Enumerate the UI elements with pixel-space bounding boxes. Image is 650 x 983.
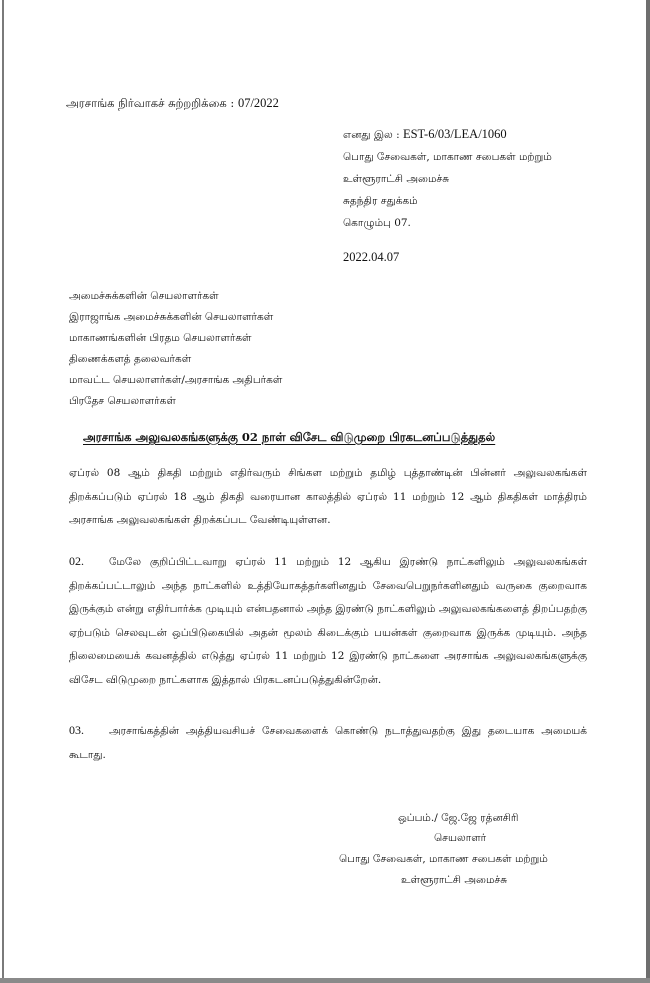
paragraph-3 xyxy=(69,719,587,767)
paragraph-2 xyxy=(69,550,587,692)
reference-number-line xyxy=(343,127,507,142)
recipient-line: திணைக்களத் தலைவர்கள் xyxy=(69,353,192,365)
paragraph-1 xyxy=(69,462,587,533)
recipient-line: பிரதேச செயலாளர்கள் xyxy=(69,395,176,407)
reference-label: எனது இல : xyxy=(343,129,400,141)
signature-org-line: பொது சேவைகள், மாகாண சபைகள் மற்றும் xyxy=(339,853,548,865)
page-edge-bottom xyxy=(0,978,650,983)
reference-number: EST-6/03/LEA/1060 xyxy=(402,127,507,141)
paragraph-text: மேலே குறிப்பிட்டவாறு ஏப்ரல் 11 மற்றும் 12 ஆகிய இரண்டு நாட்களிலும் அலுவலகங்கள் திறக்கப்பட்டாலும் அந்த நாட்களில் உத்தியோகத்தர்களினதும் சேவைபெறுநர்களினதும் வருகை குறைவாக இருக்கும் என்று எதிர்பார்க்க முடியும் என்பதனால் அந்த இரண்டு நாட்களிலும் அலுவலகங்களைத் திறப்பதற்கு ஏற்படும் செலவுடன் ஒப்பிடுகையில் அதன் மூலம் கிடைக்கும் பயன்கள் குறைவாக இருக்க முடியும். அந்த நிலைமையைக் கவனத்தில் எடுத்து ஏப்ரல் 11 மற்றும் 12 இரண்டு நாட்களை அரசாங்க அலுவலகங்களுக்கு விசேட விடுமுறை நாட்களாக இத்தால் பிரகடனப்படுத்துகின்றேன். xyxy=(69,556,587,686)
ministry-address-line: உள்ளூராட்சி அமைச்சு xyxy=(343,173,450,185)
subject-heading: அரசாங்க அலுவலகங்களுக்கு 02 நாள் விசேட விடுமுறை பிரகடனப்படுத்துதல் xyxy=(83,430,496,444)
ministry-address-line: சுதந்திர சதுக்கம் xyxy=(343,195,418,207)
ministry-address-line: பொது சேவைகள், மாகாண சபைகள் மற்றும் xyxy=(343,151,552,163)
page-edge-right xyxy=(646,0,650,983)
paragraph-text: அரசாங்கத்தின் அத்தியவசியச் சேவைகளைக் கொண்டு நடாத்துவதற்கு இது தடையாக அமையக் கூடாது. xyxy=(69,725,587,761)
paragraph-number: 03. xyxy=(69,723,84,737)
recipient-line: இராஜாங்க அமைச்சுக்களின் செயலாளர்கள் xyxy=(69,311,274,323)
letter-date: 2022.04.07 xyxy=(343,250,400,264)
paragraph-text: ஏப்ரல் 08 ஆம் திகதி மற்றும் எதிர்வரும் சிங்கள மற்றும் தமிழ் புத்தாண்டின் பின்னர் அலுவலகங்கள் திறக்கப்படும் ஏப்ரல் 18 ஆம் திகதி வரையான காலத்தில் ஏப்ரல் 11 மற்றும் 12 ஆம் திகதிகள் மாத்திரம் அரசாங்க அலுவலகங்கள் திறக்கப்பட வேண்டியுள்ளன. xyxy=(69,467,587,526)
paragraph-number: 02. xyxy=(69,554,84,568)
ministry-address-line: கொழும்பு 07. xyxy=(343,217,411,229)
circular-number-line xyxy=(66,96,279,112)
circular-label: அரசாங்க நிர்வாகச் சுற்றறிக்கை : xyxy=(66,96,235,110)
signature-org-line: உள்ளூராட்சி அமைச்சு xyxy=(401,874,508,886)
page-edge-left xyxy=(2,0,4,983)
signature-title: செயலாளர் xyxy=(434,832,487,844)
recipient-line: அமைச்சுக்களின் செயலாளர்கள் xyxy=(69,290,219,302)
recipient-line: மாவட்ட செயலாளர்கள்/அரசாங்க அதிபர்கள் xyxy=(69,374,283,386)
recipient-line: மாகாணங்களின் பிரதம செயலாளர்கள் xyxy=(69,332,252,344)
circular-number: 07/2022 xyxy=(237,96,279,110)
signature-signed: ஒப்பம்./ ஜே.ஜே ரத்னசிரி xyxy=(398,812,519,824)
